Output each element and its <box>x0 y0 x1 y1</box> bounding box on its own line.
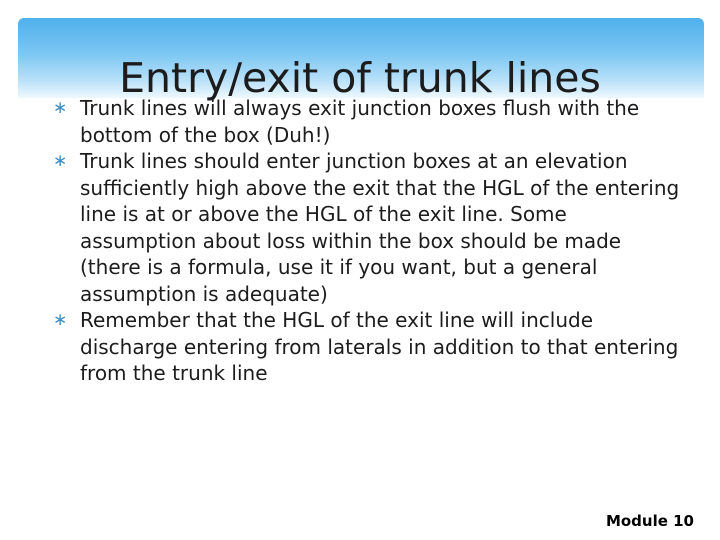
slide-title: Entry/exit of trunk lines <box>119 54 601 102</box>
asterisk-icon: ∗ <box>53 151 68 171</box>
bullet-list <box>53 95 680 387</box>
bullet-text: Trunk lines should enter junction boxes at an elevation sufficiently high above the exit that the HGL of the entering line is at or above the HGL of the exit line. Some assumption about loss within the box should be made (there is a formula, use it if you want, but a general assumption is adequate) <box>80 149 680 306</box>
bullet-item <box>53 148 680 307</box>
footer-module-label: Module 10 <box>605 512 694 530</box>
asterisk-icon: ∗ <box>53 98 68 118</box>
bullet-text: Trunk lines will always exit junction boxes flush with the bottom of the box (Duh!) <box>80 96 640 147</box>
bullet-item <box>53 307 680 387</box>
bullet-item <box>53 95 680 148</box>
bullet-text: Remember that the HGL of the exit line will include discharge entering from laterals in addition to that entering from the trunk line <box>80 308 679 385</box>
asterisk-icon: ∗ <box>53 310 68 330</box>
